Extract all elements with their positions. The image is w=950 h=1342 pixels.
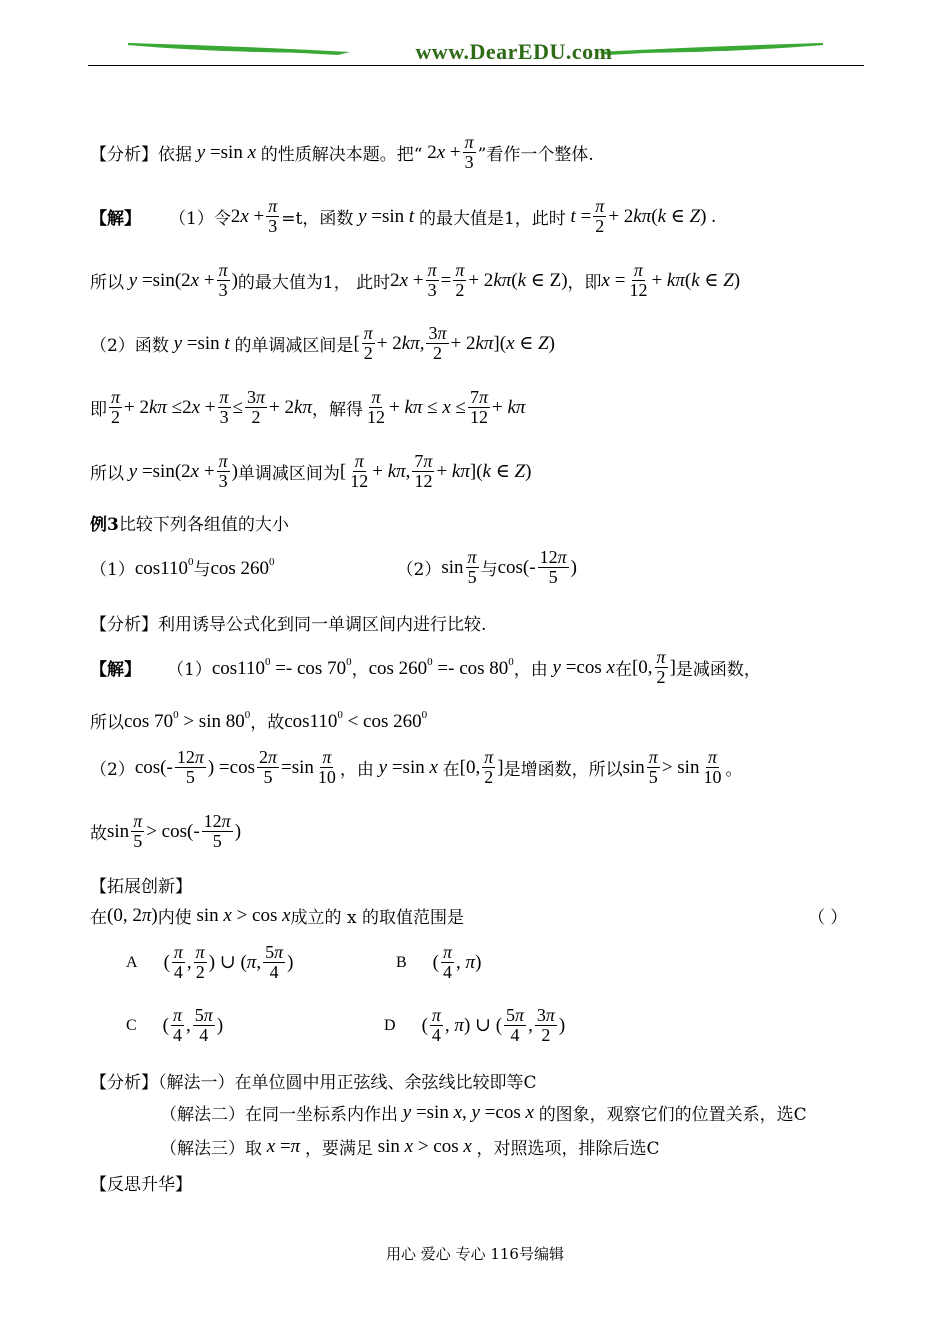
reflection-heading: 【反思升华】 [90,1175,192,1195]
analysis-line-1: 【分析】依据 y =sin x 的性质解决本题。把“ 2x + $\frac{\pi}{3}$ ”看作一个整体. [90,132,594,172]
analysis-method-2: （解法二）在同一坐标系内作出 y =sin x, y =cos x 的图象，观察它们的位置关系，选C [160,1101,807,1125]
solution-line-2: 所以 y =sin(2x + $\frac{\pi}{3}$ ) 的最大值为1， 此时 2x + $\frac{\pi}{3}$ = $\frac{\pi}{2}$ + 2kπ(k ∈ Z) ，即 x = $\frac{\pi}{12}$ + kπ(k ∈ Z) [90,260,741,300]
option-d: D ( π 4 , π) ∪ ( 5π 4 , 3π 2 ) [384,1005,566,1045]
site-logo-text: www.DearEDU.com [415,39,613,64]
solution-line-5: 所以 y =sin(2x + $\frac{\pi}{3}$ ) 单调减区间为 [ π 12 + kπ, 7π 12 + kπ](k ∈ Z) [90,451,532,491]
solution-line-9: 故 sin π 5 > cos(- 12π 5 ) [90,811,242,851]
example-3-items: （1） $\cos 110^0$ 与 $\cos 260^0$ （2） sin π 5 与 cos(- 12π 5 ) [90,547,577,587]
header-rule [88,65,864,66]
solution-line-6: 【解】 （1） $\cos 110^0 =- \cos 70^0$ ， $\cos 260^0 =- \cos 80^0$ ，由 y =cos x 在 [0, π 2 ] 是减函数， [90,647,761,687]
option-a: A ( π 4 , π 2 ) ∪ (π, 5π 4 ) [126,942,294,982]
solution-line-8: （2） cos(- 12π 5 ) =cos $\frac{2\pi}{5}$ =sin π 10 ，由 y =sin x 在 [0, π 2 ] 是增函数，所以 sin π 5 > sin π 10 。 [90,747,743,787]
analysis-method-1: 【分析】（解法一）在单位圆中用正弦线、余弦线比较即等C [90,1073,537,1093]
answer-blank: （ ） [808,908,848,928]
page-footer: 用心 爱心 专心 116号编辑 [386,1245,564,1263]
option-b: B ( π 4 , π) [396,942,482,982]
solution-line-1: 【解】 （1）令 2x + $\frac{\pi}{3}$ =t，函数 y =sin t 的最大值是1，此时 t = $\frac{\pi}{2}$ + 2kπ(k ∈ Z) . [90,196,716,236]
analysis-line-2: 【分析】利用诱导公式化到同一单调区间内进行比较. [90,615,487,635]
analysis-method-3: （解法三）取 x =π ，要满足 sin x > cos x ，对照选项，排除后选C [160,1135,660,1159]
solution-line-3: （2）函数 y =sin t 的单调减区间是 [ π 2 + 2kπ, 3π 2 + 2kπ](x ∈ Z) [90,323,555,363]
solution-line-7: 所以 $\cos 70^0 > \sin 80^0$ ，故 $\cos 110^0 < \cos 260^0$ [90,708,428,733]
extension-heading: 【拓展创新】 [90,877,192,897]
extension-question: 在 (0, 2π) 内使 sin x > cos x 成立的 x 的取值范围是 [90,904,464,928]
page-header [88,34,864,74]
solution-line-4: 即 π 2 + 2kπ ≤2x + $\frac{\pi}{3}$ ≤ $\frac{3\pi}{2}$ + 2kπ ，解得 π 12 + kπ ≤ x ≤ $\frac{7\pi}{12}$ + kπ [90,387,526,427]
example-3-heading: 例3 比较下列各组值的大小 [90,515,289,535]
option-c: C ( π 4 , 5π 4 ) [126,1005,224,1045]
